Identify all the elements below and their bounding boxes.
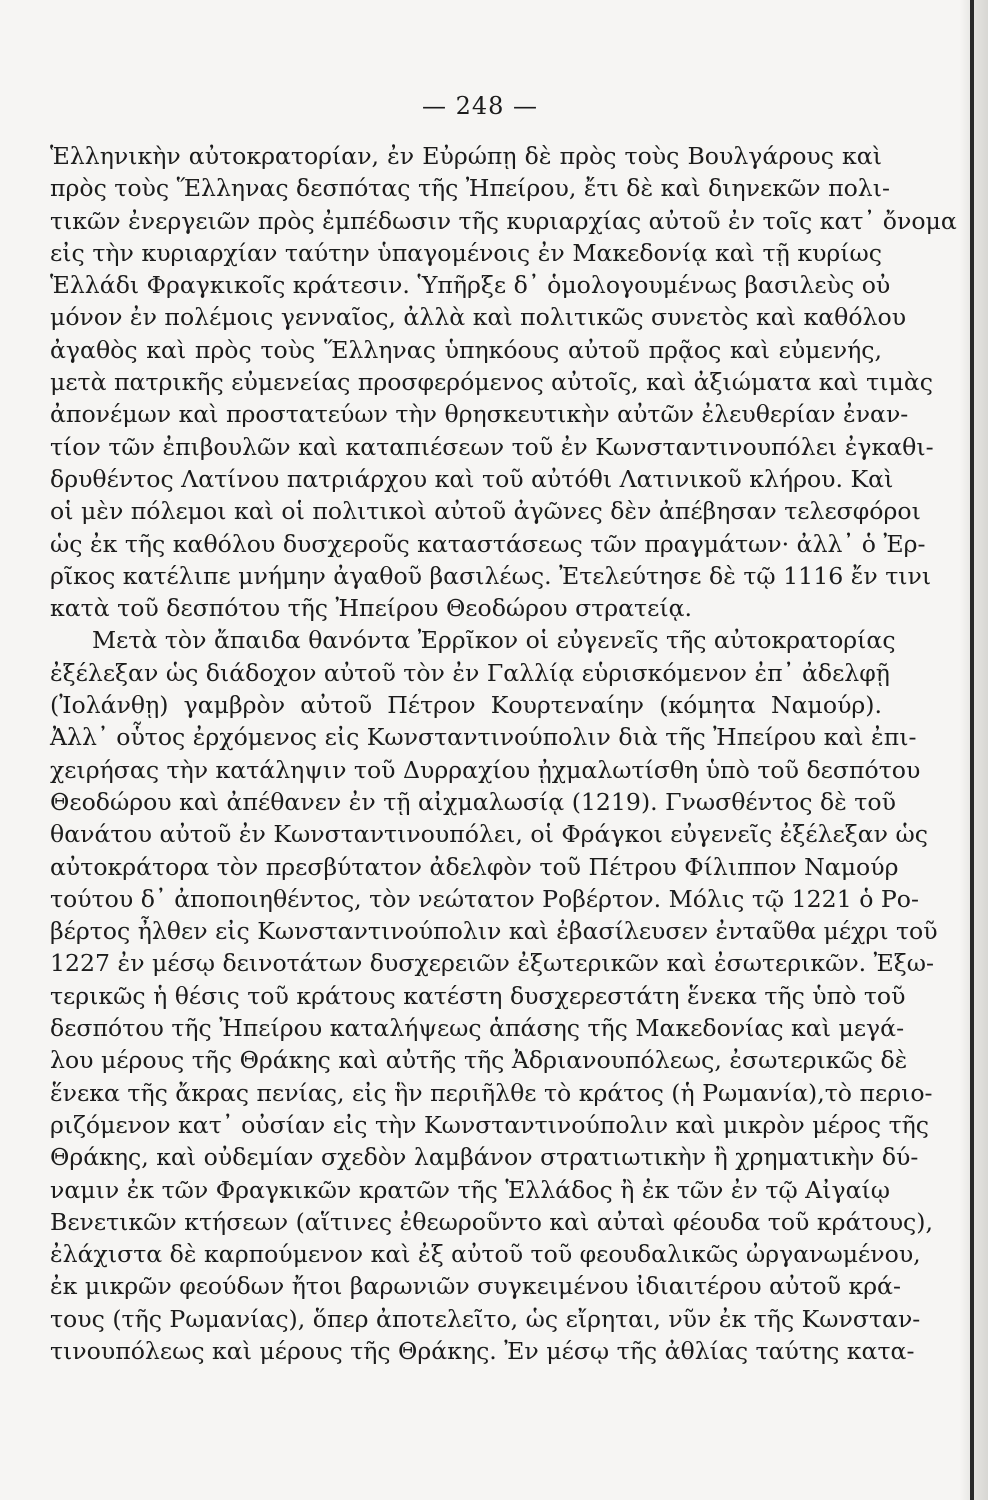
text-line: τινουπόλεως καὶ μέρους τῆς Θράκης. Ἐν μέσῳ τῆς ἀθλίας ταύτης κατα-: [50, 1336, 915, 1365]
text-line: εἰς τὴν κυριαρχίαν ταύτην ὑπαγομένοις ἐν Μακεδονίᾳ καὶ τῇ κυρίως: [50, 238, 882, 267]
text-line: τίον τῶν ἐπιβουλῶν καὶ καταπιέσεων τοῦ ἐν Κωνσταντινουπόλει ἐγκαθι-: [50, 432, 934, 461]
text-line: δρυθέντος Λατίνου πατριάρχου καὶ τοῦ αὐτόθι Λατινικοῦ κλήρου. Καὶ: [50, 464, 894, 493]
text-line: 1227 ἐν μέσῳ δεινοτάτων δυσχερειῶν ἐξωτερικῶν καὶ ἐσωτερικῶν. Ἐξω-: [50, 949, 935, 978]
text-line: Ἑλληνικὴν αὐτοκρατορίαν, ἐν Εὐρώπῃ δὲ πρὸς τοὺς Βουλγάρους καὶ: [50, 142, 882, 170]
text-line: θανάτου αὐτοῦ ἐν Κωνσταντινουπόλει, οἱ Φράγκοι εὐγενεῖς ἐξέλεξαν ὡς: [50, 820, 928, 849]
text-line: μόνον ἐν πολέμοις γενναῖος, ἀλλὰ καὶ πολιτικῶς συνετὸς καὶ καθόλου: [50, 303, 907, 332]
text-line: Θράκης, καὶ οὐδεμίαν σχεδὸν λαμβάνον στρατιωτικὴν ἢ χρηματικὴν δύ-: [50, 1143, 919, 1172]
text-line: (Ἰολάνθῃ) γαμβρὸν αὐτοῦ Πέτρον Κουρτεναίην (κόμητα Ναμούρ).: [50, 691, 882, 720]
text-line: Μετὰ τὸν ἄπαιδα θανόντα Ἐρρῖκον οἱ εὐγενεῖς τῆς αὐτοκρατορίας: [92, 626, 896, 655]
text-line: τερικῶς ἡ θέσις τοῦ κράτους κατέστη δυσχερεστάτη ἕνεκα τῆς ὑπὸ τοῦ: [50, 981, 906, 1010]
text-line: ἐκ μικρῶν φεούδων ἤτοι βαρωνιῶν συγκειμένου ἰδιαιτέρου αὐτοῦ κρά-: [50, 1272, 901, 1301]
text-line: ὡς ἐκ τῆς καθόλου δυσχεροῦς καταστάσεως τῶν πραγμάτων· ἀλλ᾽ ὁ Ἐρ-: [50, 529, 926, 558]
text-line: βέρτος ἦλθεν εἰς Κωνσταντινούπολιν καὶ ἐβασίλευσεν ἐνταῦθα μέχρι τοῦ: [50, 917, 938, 946]
text-line: τούτου δ᾽ ἀποποιηθέντος, τὸν νεώτατον Ροβέρτον. Μόλις τῷ 1221 ὁ Ρο-: [50, 884, 919, 913]
text-line: ἀγαθὸς καὶ πρὸς τοὺς Ἕλληνας ὑπηκόους αὐτοῦ πρᾷος καὶ εὐμενής,: [50, 335, 882, 364]
text-line: τους (τῆς Ρωμανίας), ὅπερ ἀποτελεῖτο, ὡς εἴρηται, νῦν ἐκ τῆς Κωνσταν-: [50, 1304, 921, 1333]
text-line: τικῶν ἐνεργειῶν πρὸς ἐμπέδωσιν τῆς κυριαρχίας αὐτοῦ ἐν τοῖς κατ᾽ ὄνομα: [50, 206, 957, 235]
body-text: [50, 140, 957, 1367]
text-line: Θεοδώρου καὶ ἀπέθανεν ἐν τῇ αἰχμαλωσίᾳ (1219). Γνωσθέντος δὲ τοῦ: [50, 787, 896, 816]
text-line: ρῖκος κατέλιπε μνήμην ἀγαθοῦ βασιλέως. Ἐτελεύτησε δὲ τῷ 1116 ἔν τινι: [50, 561, 932, 590]
text-line: ἐλάχιστα δὲ καρπούμενον καὶ ἐξ αὐτοῦ τοῦ φεουδαλικῶς ὠργανωμένου,: [50, 1240, 921, 1269]
text-line: δεσπότου τῆς Ἠπείρου καταλήψεως ἁπάσης τῆς Μακεδονίας καὶ μεγά-: [50, 1014, 905, 1043]
text-line: λου μέρους τῆς Θράκης καὶ αὐτῆς τῆς Ἀδριανουπόλεως, ἐσωτερικῶς δὲ: [50, 1046, 908, 1075]
text-line: ναμιν ἐκ τῶν Φραγκικῶν κρατῶν τῆς Ἑλλάδος ἢ ἐκ τῶν ἐν τῷ Αἰγαίῳ: [50, 1175, 890, 1204]
text-line: ἐξέλεξαν ὡς διάδοχον αὐτοῦ τὸν ἐν Γαλλίᾳ εὑρισκόμενον ἐπ᾽ ἀδελφῇ: [50, 658, 890, 687]
text-line: Βενετικῶν κτήσεων (αἵτινες ἐθεωροῦντο καὶ αὐταὶ φέουδα τοῦ κράτους),: [50, 1207, 933, 1236]
text-line: ἀπονέμων καὶ προστατεύων τὴν θρησκευτικὴν αὐτῶν ἐλευθερίαν ἐναν-: [50, 400, 909, 429]
text-line: οἱ μὲν πόλεμοι καὶ οἱ πολιτικοὶ αὐτοῦ ἀγῶνες δὲν ἀπέβησαν τελεσφόροι: [50, 497, 921, 526]
text-line: Ἀλλ᾽ οὗτος ἐρχόμενος εἰς Κωνσταντινούπολιν διὰ τῆς Ἠπείρου καὶ ἐπι-: [50, 723, 917, 752]
page-edge-shadow: [960, 0, 988, 1500]
page-number: — 248 —: [421, 92, 539, 120]
text-line: μετὰ πατρικῆς εὐμενείας προσφερόμενος αὐτοῖς, καὶ ἀξιώματα καὶ τιμὰς: [50, 368, 933, 397]
binding-edge-line: [970, 0, 974, 1500]
text-line: αὐτοκράτορα τὸν πρεσβύτατον ἀδελφὸν τοῦ Πέτρου Φίλιππον Ναμούρ: [50, 852, 899, 881]
text-line: ριζόμενον κατ᾽ οὐσίαν εἰς τὴν Κωνσταντινούπολιν καὶ μικρὸν μέρος τῆς: [50, 1110, 930, 1139]
text-line: χειρήσας τὴν κατάληψιν τοῦ Δυρραχίου ᾐχμαλωτίσθη ὑπὸ τοῦ δεσπότου: [50, 755, 921, 784]
text-line: Ἑλλάδι Φραγκικοῖς κράτεσιν. Ὑπῆρξε δ᾽ ὁμολογουμένως βασιλεὺς οὐ: [50, 271, 891, 300]
text-line: πρὸς τοὺς Ἕλληνας δεσπότας τῆς Ἠπείρου, ἔτι δὲ καὶ διηνεκῶν πολι-: [50, 174, 890, 203]
text-line: ἕνεκα τῆς ἄκρας πενίας, εἰς ἣν περιῆλθε τὸ κράτος (ἡ Ρωμανία),τὸ περιο-: [50, 1078, 933, 1107]
text-line: κατὰ τοῦ δεσπότου τῆς Ἠπείρου Θεοδώρου στρατείᾳ.: [50, 594, 693, 623]
